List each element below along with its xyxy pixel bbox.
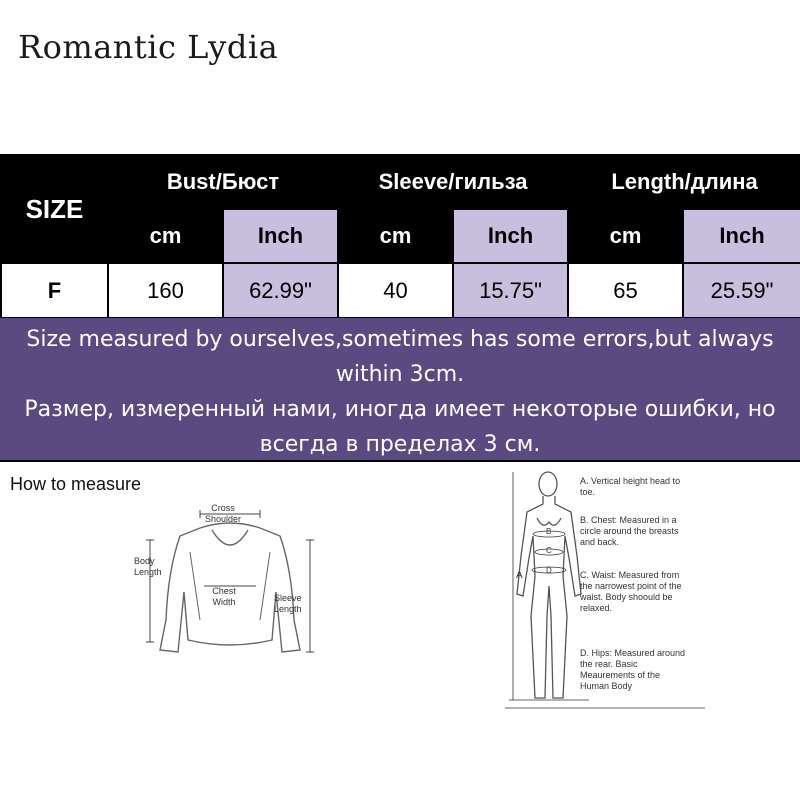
unit-header: cm (338, 209, 453, 263)
note-c: C. Waist: Measured from the narrowest point of the waist. Body shoould be relaxed. (580, 570, 682, 613)
bust-cm-value: 160 (108, 263, 223, 318)
marker-d: D (546, 566, 552, 575)
length-cm-value: 65 (568, 263, 683, 318)
sleeve-header: Sleeve/гильза (338, 155, 568, 209)
size-chart-table (0, 154, 800, 319)
sweater-diagram (130, 500, 330, 670)
marker-c: C (546, 546, 552, 555)
note-d: D. Hips: Measured around the rear. Basic Meaurements of the Human Body (580, 648, 686, 691)
unit-header: Inch (683, 209, 800, 263)
chest-width-label: Chest Width (212, 586, 236, 607)
size-value: F (1, 263, 108, 318)
sleeve-inch-value: 15.75" (453, 263, 568, 318)
sleeve-length-label: Sleeve Length (274, 593, 302, 614)
note-russian: Размер, измеренный нами, иногда имеет некоторые ошибки, но всегда в пределах 3 см. (24, 397, 776, 457)
note-english: Size measured by ourselves,sometimes has some errors,but always within 3cm. (26, 327, 774, 387)
sleeve-cm-value: 40 (338, 263, 453, 318)
length-inch-value: 25.59" (683, 263, 800, 318)
note-b: B. Chest: Measured in a circle around the breasts and back. (580, 515, 679, 547)
length-header: Length/длина (568, 155, 800, 209)
unit-header: cm (568, 209, 683, 263)
marker-a: A (516, 570, 523, 581)
brand-logo: Romantic Lydia (18, 28, 279, 66)
body-length-label: Body Length (134, 556, 162, 577)
unit-header: cm (108, 209, 223, 263)
bust-header: Bust/Бюст (108, 155, 338, 209)
table-row (1, 263, 800, 318)
marker-b: B (546, 527, 552, 536)
cross-shoulder-label: Cross Shoulder (204, 503, 242, 524)
size-header: SIZE (1, 155, 108, 263)
how-to-measure-title: How to measure (10, 474, 142, 494)
unit-header: Inch (223, 209, 338, 263)
note-a: A. Vertical height head to toe. (580, 476, 681, 497)
bust-inch-value: 62.99" (223, 263, 338, 318)
measurement-note (0, 318, 800, 462)
unit-header: Inch (453, 209, 568, 263)
